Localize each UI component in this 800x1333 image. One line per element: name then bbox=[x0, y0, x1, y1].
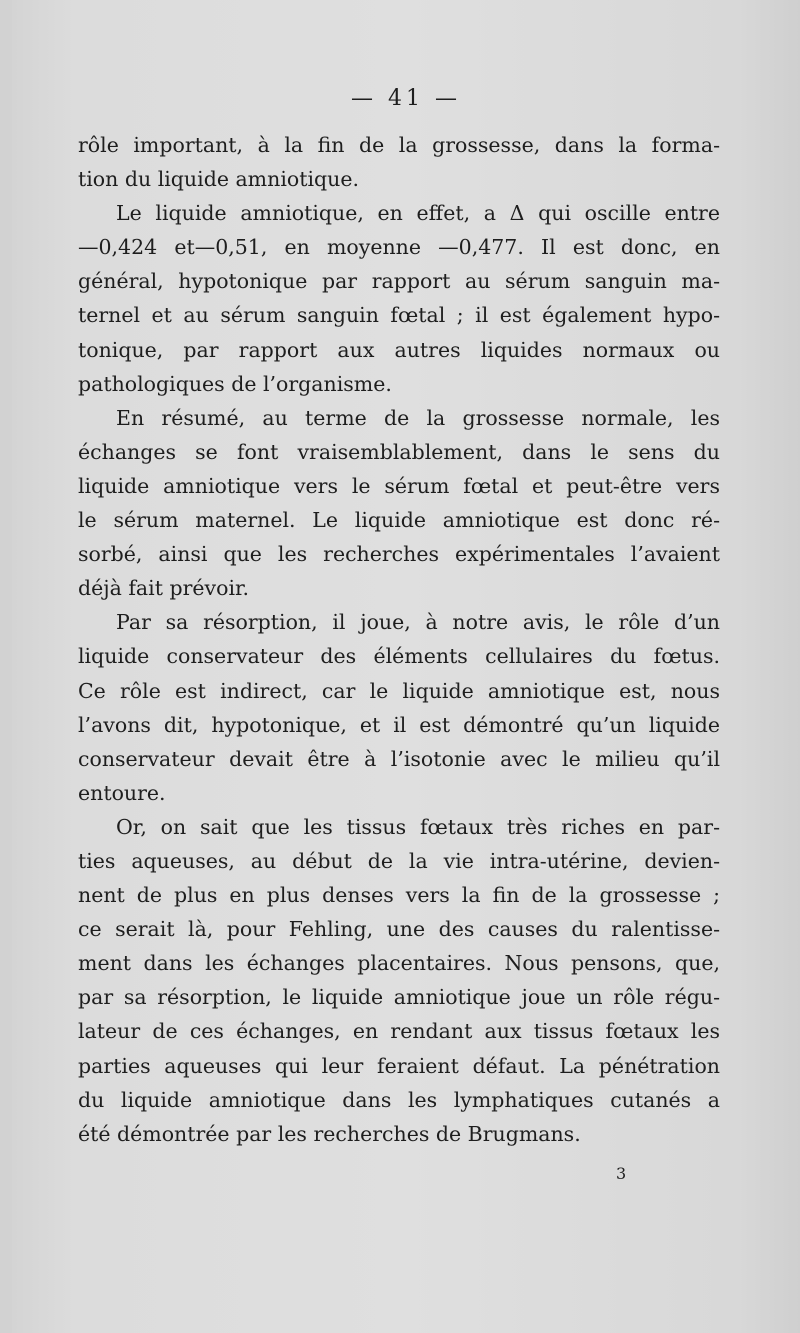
page-number-header: — 41 — bbox=[351, 86, 461, 111]
text-line: liquide amniotique vers le sérum fœtal et peut-être vers bbox=[78, 473, 720, 498]
text-line: tonique, par rapport aux autres liquides normaux ou bbox=[78, 337, 720, 362]
text-line: été démontrée par les recherches de Brugmans. bbox=[78, 1121, 581, 1146]
text-line: ment dans les échanges placentaires. Nous pensons, que, bbox=[78, 951, 720, 976]
text-line: liquide conservateur des éléments cellulaires du fœtus. bbox=[78, 644, 720, 669]
text-line: l’avons dit, hypotonique, et il est démontré qu’un liquide bbox=[78, 712, 720, 737]
text-line: rôle important, à la fin de la grossesse, dans la forma- bbox=[78, 133, 720, 157]
text-line: En résumé, au terme de la grossesse normale, les bbox=[116, 405, 720, 430]
text-line: nent de plus en plus denses vers la fin de la grossesse ; bbox=[78, 883, 720, 908]
text-line: lateur de ces échanges, en rendant aux tissus fœtaux les bbox=[78, 1019, 720, 1044]
text-line: —0,424 et—0,51, en moyenne —0,477. Il est donc, en bbox=[78, 235, 720, 260]
text-line: Par sa résorption, il joue, à notre avis, le rôle d’un bbox=[116, 610, 720, 635]
text-line: Or, on sait que les tissus fœtaux très riches en par- bbox=[116, 814, 720, 839]
signature-mark: 3 bbox=[616, 1164, 627, 1183]
text-line: du liquide amniotique dans les lymphatiques cutanés a bbox=[78, 1087, 720, 1112]
text-line: ternel et au sérum sanguin fœtal ; il est également hypo- bbox=[78, 303, 720, 328]
text-line: tion du liquide amniotique. bbox=[78, 167, 359, 192]
text-line: conservateur devait être à l’isotonie avec le milieu qu’il bbox=[78, 746, 720, 771]
book-page bbox=[12, 0, 800, 1333]
text-line: pathologiques de l’organisme. bbox=[78, 371, 392, 396]
text-line: Ce rôle est indirect, car le liquide amniotique est, nous bbox=[78, 678, 720, 703]
text-line: ties aqueuses, au début de la vie intra-utérine, devien- bbox=[78, 848, 720, 873]
text-line: ce serait là, pour Fehling, une des causes du ralentisse- bbox=[78, 917, 720, 942]
text-line: le sérum maternel. Le liquide amniotique est donc ré- bbox=[78, 508, 720, 533]
text-line: parties aqueuses qui leur feraient défaut. La pénétration bbox=[78, 1053, 720, 1078]
text-line: par sa résorption, le liquide amniotique joue un rôle régu- bbox=[78, 985, 720, 1010]
text-line: entoure. bbox=[78, 780, 166, 805]
page-body-text bbox=[78, 128, 720, 1151]
text-line: échanges se font vraisemblablement, dans le sens du bbox=[78, 439, 720, 464]
text-line: Le liquide amniotique, en effet, a Δ qui oscille entre bbox=[116, 201, 720, 226]
text-line: déjà fait prévoir. bbox=[78, 576, 250, 601]
text-line: général, hypotonique par rapport au sérum sanguin ma- bbox=[78, 269, 720, 294]
text-line: sorbé, ainsi que les recherches expérimentales l’avaient bbox=[78, 542, 720, 567]
